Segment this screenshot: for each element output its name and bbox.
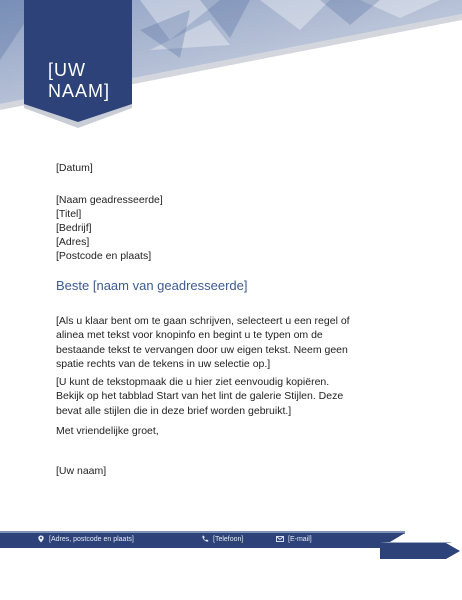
footer-address-text[interactable]: [Adres, postcode en plaats] bbox=[49, 535, 134, 543]
phone-icon bbox=[201, 535, 209, 543]
name-line-1: [UW bbox=[48, 60, 86, 80]
recipient-address[interactable]: [Adres] bbox=[56, 236, 90, 248]
email-icon bbox=[276, 535, 284, 543]
recipient-title[interactable]: [Titel] bbox=[56, 208, 82, 220]
paragraph-line: bevat alle stijlen die in deze brief worden gebruikt.] bbox=[56, 404, 292, 417]
name-line-2: NAAM] bbox=[48, 81, 111, 101]
footer-phone-text[interactable]: [Telefoon] bbox=[213, 535, 244, 543]
footer-band bbox=[0, 528, 462, 562]
closing[interactable]: Met vriendelijke groet, bbox=[56, 425, 159, 437]
recipient-block bbox=[56, 193, 163, 263]
paragraph-line: [U kunt de tekstopmaak die u hier ziet eenvoudig kopiëren. bbox=[56, 376, 330, 388]
paragraph-line: Bekijk op het tabblad Start van het lint de galerie Stijlen. Deze bbox=[56, 390, 344, 403]
recipient-postcode-city[interactable]: [Postcode en plaats] bbox=[56, 250, 152, 262]
body-paragraph-2[interactable] bbox=[56, 375, 361, 418]
paragraph-line: bestaande tekst te vervangen door uw eigen tekst. Neem geen bbox=[56, 343, 348, 356]
footer-address bbox=[37, 535, 134, 543]
salutation[interactable]: Beste [naam van geadresseerde] bbox=[56, 278, 248, 293]
signature-name[interactable]: [Uw naam] bbox=[56, 465, 107, 477]
paragraph-line: spatie rechts van de tekens in uw selectie op.] bbox=[56, 358, 271, 371]
footer-email bbox=[276, 535, 312, 543]
body-paragraph-1[interactable] bbox=[56, 314, 361, 372]
recipient-name[interactable]: [Naam geadresseerde] bbox=[56, 194, 163, 206]
paragraph-line: alinea met tekst voor knopinfo en begint u te typen om de bbox=[56, 329, 323, 342]
date-field[interactable]: [Datum] bbox=[56, 162, 93, 174]
footer-email-text[interactable]: [E-mail] bbox=[288, 535, 312, 543]
paragraph-line: [Als u klaar bent om te gaan schrijven, selecteert u een regel of bbox=[56, 315, 350, 327]
name-badge bbox=[48, 60, 120, 102]
footer-phone bbox=[201, 535, 243, 543]
recipient-company[interactable]: [Bedrijf] bbox=[56, 222, 92, 234]
location-pin-icon bbox=[37, 535, 45, 543]
